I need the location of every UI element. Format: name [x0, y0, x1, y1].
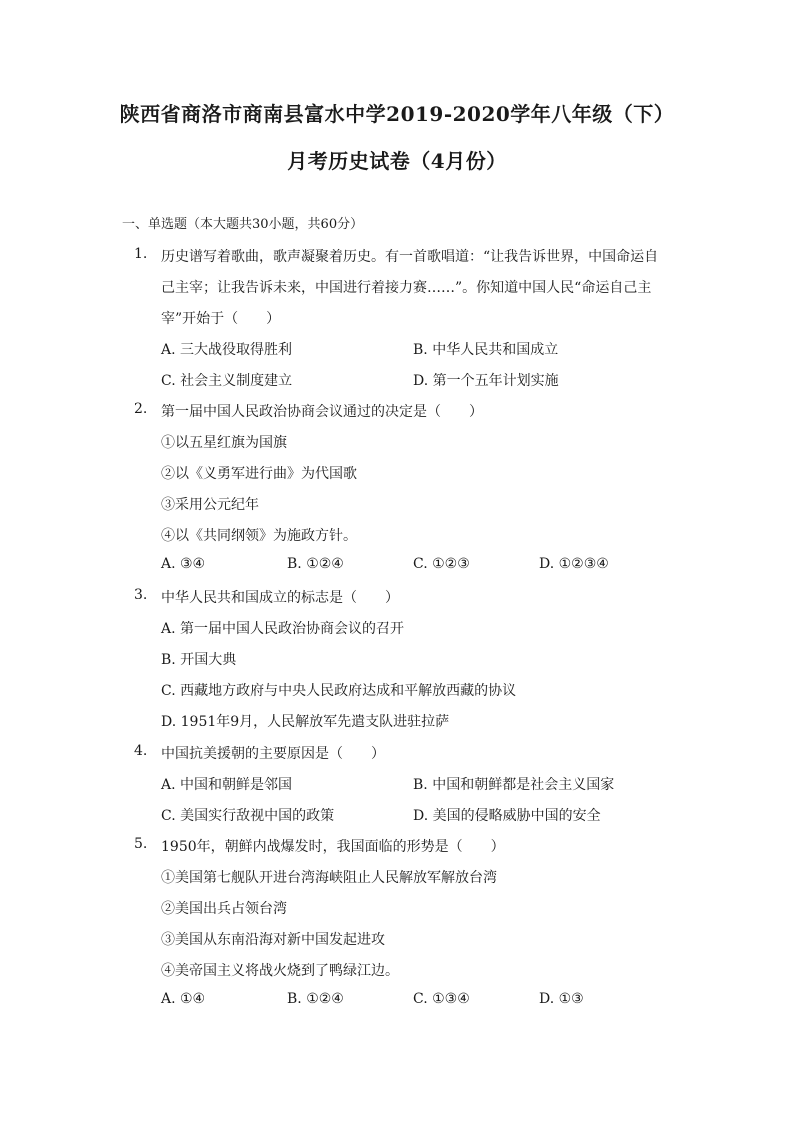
question-2-stem-line1: 第一届中国人民政治协商会议通过的决定是（ ）	[161, 404, 483, 420]
question-1-stem-line1: 历史谱写着歌曲，歌声凝聚着历史。有一首歌唱道：“让我告诉世界，中国命运自	[161, 249, 659, 265]
section-heading: 一、单选题（本大题共30小题，共60分）	[122, 217, 364, 232]
question-5-option-d: D. ①③	[539, 991, 584, 1007]
question-2-stem-line2: ①以五星红旗为国旗	[161, 435, 287, 451]
question-4-stem-line1: 中国抗美援朝的主要原因是（ ）	[161, 746, 385, 762]
question-2-stem-line5: ④以《共同纲领》为施政方针。	[161, 528, 357, 544]
question-4-option-a: A. 中国和朝鲜是邻国	[161, 777, 293, 793]
question-5-number: 5.	[134, 836, 148, 852]
question-4-option-c: C. 美国实行敌视中国的政策	[161, 808, 335, 824]
question-2-option-a: A. ③④	[161, 556, 206, 572]
question-4-number: 4.	[134, 743, 148, 759]
question-4-option-d: D. 美国的侵略威胁中国的安全	[413, 808, 601, 824]
question-1-option-c: C. 社会主义制度建立	[161, 373, 293, 389]
question-2-stem-line3: ②以《义勇军进行曲》为代国歌	[161, 466, 357, 482]
question-3-stem-line1: 中华人民共和国成立的标志是（ ）	[161, 590, 399, 606]
question-5-stem-line2: ①美国第七舰队开进台湾海峡阻止人民解放军解放台湾	[161, 870, 497, 886]
question-1-number: 1.	[134, 246, 148, 262]
question-2-option-b: B. ①②④	[287, 556, 344, 572]
question-3-option-c: C. 西藏地方政府与中央人民政府达成和平解放西藏的协议	[161, 683, 517, 699]
question-1-stem-line2: 己主宰；让我告诉未来，中国进行着接力赛……”。你知道中国人民“命运自己主	[161, 280, 652, 296]
question-1-option-b: B. 中华人民共和国成立	[413, 342, 559, 358]
question-3-option-a: A. 第一届中国人民政治协商会议的召开	[161, 621, 405, 637]
question-5-stem-line1: 1950年，朝鲜内战爆发时，我国面临的形势是（ ）	[161, 839, 505, 855]
question-5-stem-line4: ③美国从东南沿海对新中国发起进攻	[161, 932, 385, 948]
question-5-stem-line3: ②美国出兵占领台湾	[161, 901, 287, 917]
question-1-stem-line3: 宰”开始于（ ）	[161, 311, 281, 327]
question-2-option-c: C. ①②③	[413, 556, 470, 572]
question-3-option-d: D. 1951年9月，人民解放军先遣支队进驻拉萨	[161, 714, 450, 730]
question-3-number: 3.	[134, 587, 148, 603]
exam-title-line1: 陕西省商洛市商南县富水中学2019-2020学年八年级（下）	[119, 102, 675, 126]
question-5-option-b: B. ①②④	[287, 991, 344, 1007]
question-5-option-c: C. ①③④	[413, 991, 470, 1007]
question-5-option-a: A. ①④	[161, 991, 206, 1007]
question-5-stem-line5: ④美帝国主义将战火烧到了鸭绿江边。	[161, 963, 399, 979]
question-1-option-a: A. 三大战役取得胜利	[161, 342, 293, 358]
question-2-number: 2.	[134, 401, 148, 417]
question-3-option-b: B. 开国大典	[161, 652, 237, 668]
question-2-option-d: D. ①②③④	[539, 556, 609, 572]
question-4-option-b: B. 中国和朝鲜都是社会主义国家	[413, 777, 615, 793]
question-1-option-d: D. 第一个五年计划实施	[413, 373, 559, 389]
exam-title-line2: 月考历史试卷（4月份）	[287, 149, 507, 173]
question-2-stem-line4: ③采用公元纪年	[161, 497, 259, 513]
